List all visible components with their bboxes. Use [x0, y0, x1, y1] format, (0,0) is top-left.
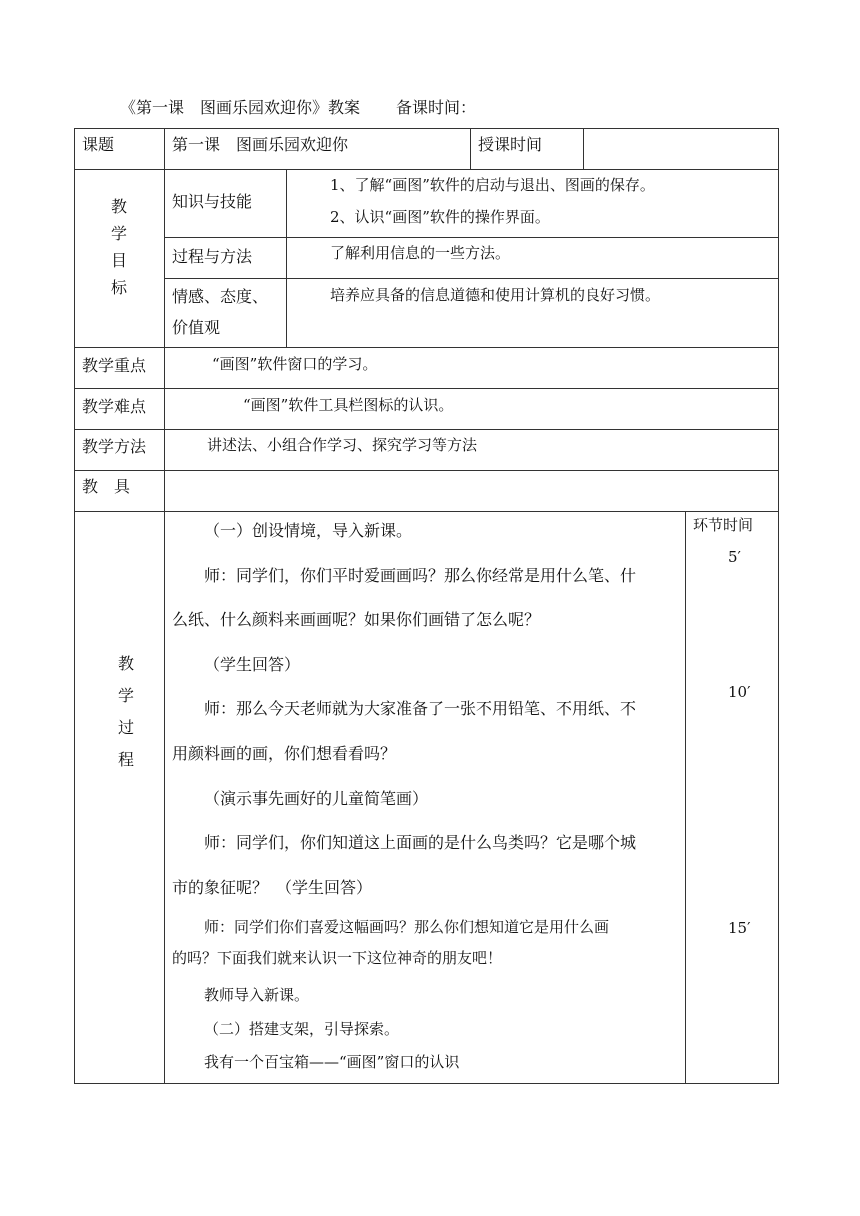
emotion-value: 培养应具备的信息道德和使用计算机的良好习惯。	[330, 286, 661, 304]
content-line: 师：那么今天老师就为大家准备了一张不用铅笔、不用纸、不	[204, 699, 637, 718]
table-border-right	[778, 128, 779, 1084]
tools-label: 教 具	[82, 477, 131, 496]
process-section-char: 过	[117, 718, 134, 737]
table-border-top	[74, 128, 779, 129]
content-line: 教师导入新课。	[204, 986, 310, 1004]
subject-value: 第一课 图画乐园欢迎你	[172, 135, 349, 154]
knowledge-label: 知识与技能	[172, 192, 253, 211]
timing-header: 环节时间	[693, 516, 754, 534]
content-line: （二）搭建支架，引导探索。	[204, 1020, 400, 1038]
table-row-line	[74, 388, 779, 389]
table-col-line	[685, 511, 686, 1084]
document-title: 《第一课 图画乐园欢迎你》教案	[120, 98, 361, 117]
content-line: （学生回答）	[204, 655, 301, 674]
table-col-line	[583, 128, 584, 170]
class-time-label: 授课时间	[478, 135, 543, 154]
table-row-line	[164, 237, 779, 238]
difficulty-label: 教学难点	[82, 397, 147, 416]
table-border-bottom	[74, 1083, 779, 1084]
knowledge-item-2: 2、认识“画图”软件的操作界面。	[330, 208, 550, 226]
process-value: 了解利用信息的一些方法。	[330, 244, 511, 262]
content-line: 师：同学们，你们平时爱画画吗？那么你经常是用什么笔、什	[204, 566, 637, 585]
method-label: 教学方法	[82, 437, 147, 456]
process-section-label	[111, 648, 141, 776]
table-col-line	[164, 128, 165, 1084]
content-line: （一）创设情境，导入新课。	[204, 521, 413, 540]
table-col-line	[286, 169, 287, 348]
content-line: 的吗？下面我们就来认识一下这位神奇的朋友吧！	[172, 949, 503, 967]
document-header	[120, 95, 476, 118]
table-row-line	[164, 278, 779, 279]
time-value: 15′	[728, 919, 751, 937]
content-line: 我有一个百宝箱——“画图”窗口的认识	[204, 1053, 460, 1071]
content-line: 市的象征呢？ （学生回答）	[172, 878, 373, 897]
goals-label-char: 学	[110, 224, 127, 243]
key-point-value: “画图”软件窗口的学习。	[212, 355, 378, 373]
process-section-char: 教	[117, 654, 134, 673]
difficulty-value: “画图”软件工具栏图标的认识。	[243, 396, 454, 414]
content-line: 师：同学们你们喜爱这幅画吗？那么你们想知道它是用什么画	[204, 918, 610, 936]
key-point-label: 教学重点	[82, 356, 147, 375]
time-value: 10′	[728, 683, 751, 701]
goals-label-char: 教	[110, 197, 127, 216]
content-line: 么纸、什么颜料来画画呢？如果你们画错了怎么呢？	[172, 610, 541, 629]
goals-label	[104, 193, 134, 301]
subject-label: 课题	[82, 135, 115, 154]
emotion-label-line2: 价值观	[172, 318, 221, 337]
content-line: 用颜料画的画，你们想看看吗？	[172, 744, 397, 763]
method-value: 讲述法、小组合作学习、探究学习等方法	[207, 436, 478, 454]
table-row-line	[74, 470, 779, 471]
table-row-line	[74, 511, 779, 512]
table-col-line	[470, 128, 471, 170]
content-line: （演示事先画好的儿童简笔画）	[204, 789, 429, 808]
prep-time-label: 备课时间：	[396, 98, 477, 117]
table-border-left	[74, 128, 75, 1084]
emotion-label-line1: 情感、态度、	[172, 287, 269, 306]
process-label: 过程与方法	[172, 247, 253, 266]
knowledge-item-1: 1、了解“画图”软件的启动与退出、图画的保存。	[330, 176, 655, 194]
goals-label-char: 目	[110, 251, 127, 270]
table-row-line	[74, 429, 779, 430]
process-section-char: 学	[117, 686, 134, 705]
content-line: 师：同学们，你们知道这上面画的是什么鸟类吗？它是哪个城	[204, 833, 637, 852]
process-section-char: 程	[117, 750, 134, 769]
table-row-line	[74, 347, 779, 348]
time-value: 5′	[728, 548, 741, 566]
table-row-line	[74, 169, 779, 170]
goals-label-char: 标	[110, 278, 127, 297]
